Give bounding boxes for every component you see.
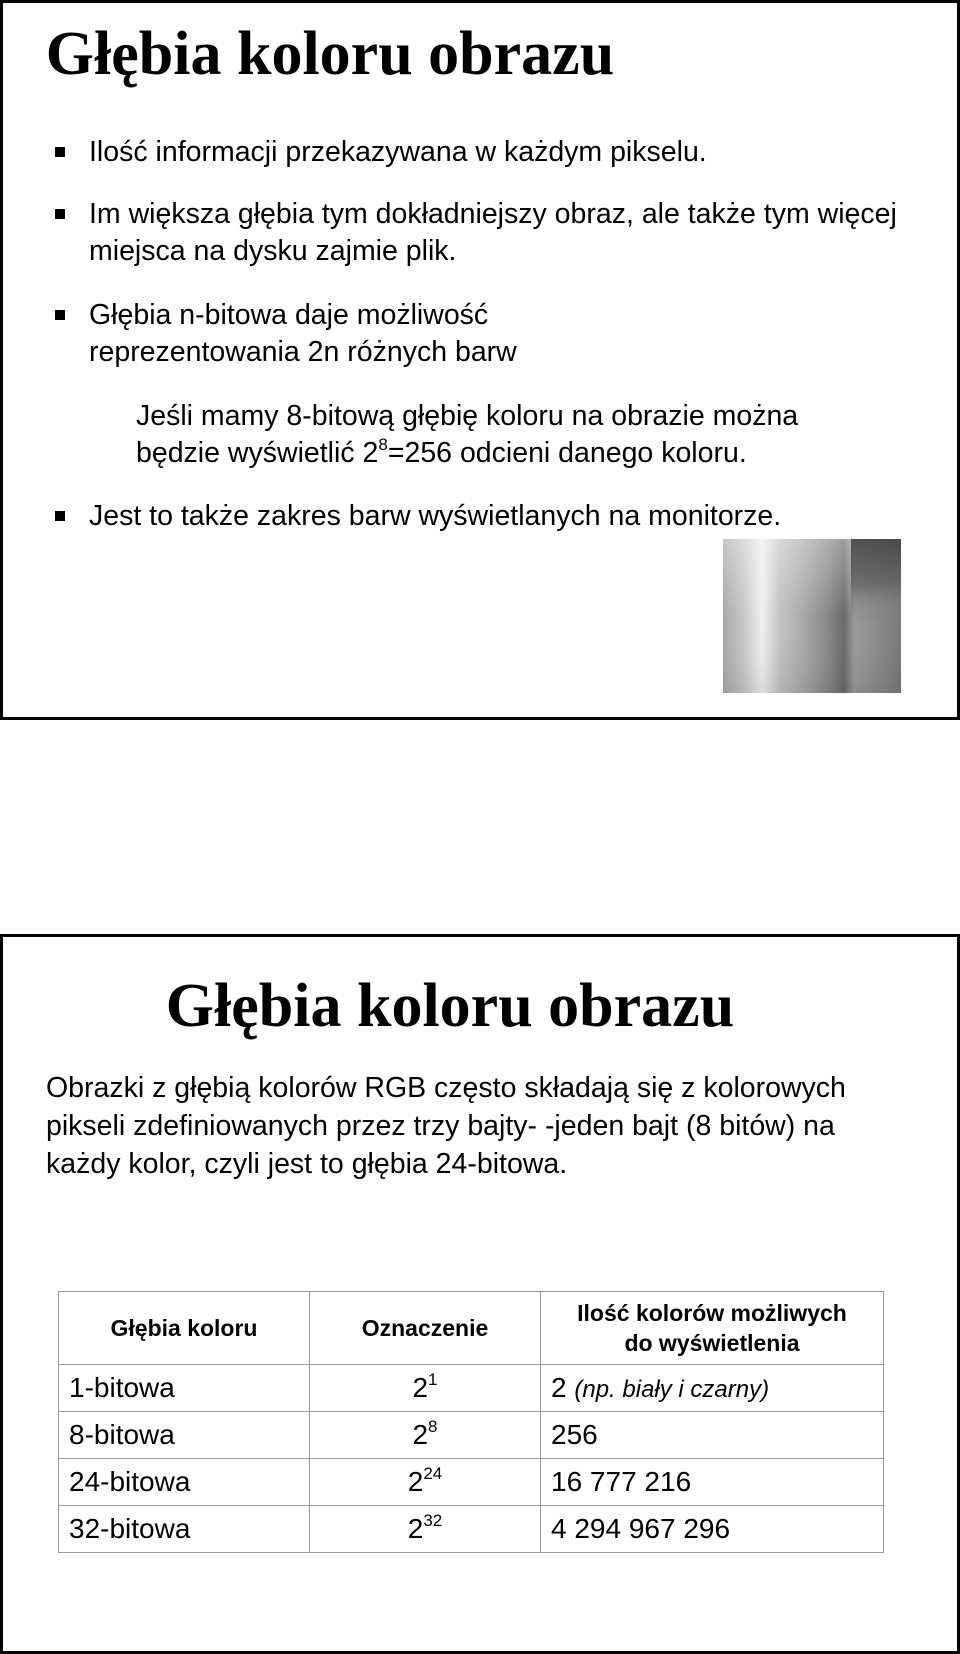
count-note: (np. biały i czarny) xyxy=(574,1376,770,1403)
table-row xyxy=(59,1412,884,1459)
notation-base: 2 xyxy=(407,1513,424,1544)
bullet-4 xyxy=(55,498,917,535)
row-count xyxy=(541,1412,884,1459)
grayscale-gradient-image xyxy=(723,539,901,693)
row-notation xyxy=(310,1506,541,1553)
notation-exponent: 1 xyxy=(428,1369,438,1389)
row-count xyxy=(541,1365,884,1412)
bullet-4-text: Jest to także zakres barw wyświetlanych na monitorze. xyxy=(89,500,782,532)
row-notation xyxy=(310,1412,541,1459)
bullet-2-text: Im większa głębia tym dokładniejszy obraz, ale także tym więcej miejsca na dysku zajmie plik. xyxy=(89,198,897,267)
bullet-3-text: Głębia n-bitowa daje możliwość reprezentowania 2n różnych barw xyxy=(89,299,517,368)
notation-exponent: 32 xyxy=(423,1510,443,1530)
notation-base: 2 xyxy=(412,1419,429,1450)
table-row xyxy=(59,1365,884,1412)
table-row xyxy=(59,1506,884,1553)
row-count xyxy=(541,1459,884,1506)
square-bullet-icon xyxy=(55,310,65,320)
count-value: 16 777 216 xyxy=(551,1466,692,1497)
bullet-3 xyxy=(55,297,917,371)
header-depth: Głębia koloru xyxy=(59,1292,310,1365)
table-row xyxy=(59,1459,884,1506)
count-value: 4 294 967 296 xyxy=(551,1513,731,1544)
count-value: 2 xyxy=(551,1372,567,1403)
sub-bullet-text-end: =256 odcieni danego koloru. xyxy=(387,437,747,469)
slide-2-title: Głębia koloru obrazu xyxy=(165,972,735,1040)
sub-bullet xyxy=(136,398,887,472)
sub-bullet-text: Jeśli mamy 8-bitową głębię koloru na obrazie można będzie wyświetlić 2 xyxy=(136,400,799,469)
color-depth-table xyxy=(58,1291,884,1553)
row-notation xyxy=(310,1459,541,1506)
notation-base: 2 xyxy=(412,1372,429,1403)
notation-exponent: 8 xyxy=(428,1416,438,1436)
slide-1-title: Głębia koloru obrazu xyxy=(45,20,615,88)
notation-exponent: 24 xyxy=(423,1463,443,1483)
table-header-row xyxy=(59,1292,884,1365)
bullet-1-text: Ilość informacji przekazywana w każdym pikselu. xyxy=(89,136,707,168)
row-depth: 1-bitowa xyxy=(59,1365,310,1412)
slide-2-paragraph: Obrazki z głębią kolorów RGB często składają się z kolorowych pikseli zdefiniowanych przez trzy bajty- -jeden bajt (8 bitów) na każdy kolor, czyli jest to głębia 24-bitowa. xyxy=(46,1072,846,1180)
square-bullet-icon xyxy=(55,147,65,157)
header-notation: Oznaczenie xyxy=(310,1292,541,1365)
bullet-1 xyxy=(55,134,917,171)
row-count xyxy=(541,1506,884,1553)
sub-bullet-exponent: 8 xyxy=(378,434,388,454)
header-color-count xyxy=(541,1292,884,1365)
slide-2 xyxy=(0,934,960,1654)
count-value: 256 xyxy=(551,1419,598,1450)
square-bullet-icon xyxy=(55,209,65,219)
notation-base: 2 xyxy=(407,1466,424,1497)
row-notation xyxy=(310,1365,541,1412)
bullet-2 xyxy=(55,196,917,270)
row-depth: 8-bitowa xyxy=(59,1412,310,1459)
slide-1 xyxy=(0,0,960,720)
row-depth: 32-bitowa xyxy=(59,1506,310,1553)
square-bullet-icon xyxy=(55,511,65,521)
row-depth: 24-bitowa xyxy=(59,1459,310,1506)
header-color-count-text: Ilość kolorów możliwych do wyświetlenia xyxy=(577,1300,847,1356)
